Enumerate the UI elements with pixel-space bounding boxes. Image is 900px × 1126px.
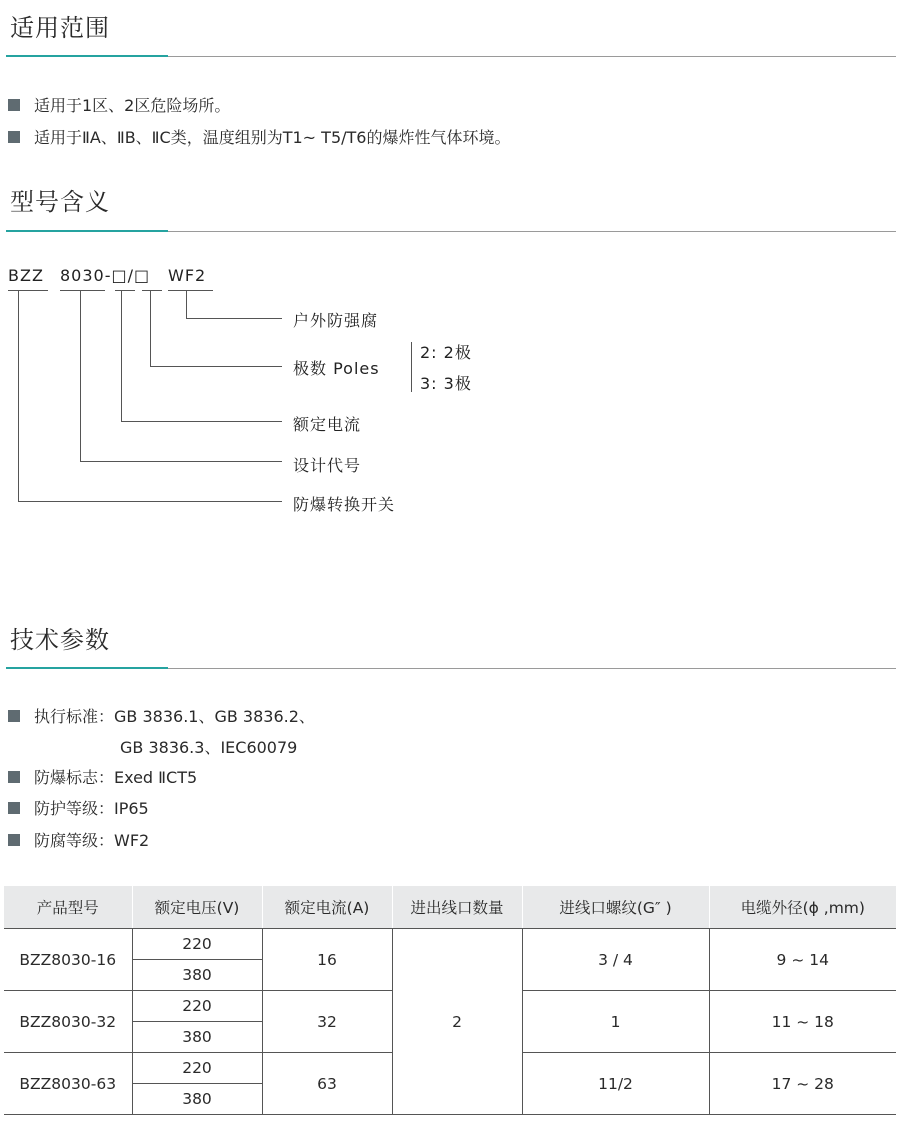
cell-model: BZZ8030-16: [4, 929, 132, 991]
connector-line: [80, 461, 282, 462]
parameters-table: [4, 886, 896, 1115]
connector-line: [18, 290, 19, 501]
table-header-row: [4, 886, 896, 929]
cell-cable: 9 ~ 14: [709, 929, 896, 991]
label-poles-option: 2: 2极: [420, 343, 472, 362]
connector-line: [121, 421, 282, 422]
code-underline: [60, 290, 105, 291]
square-bullet-icon: [8, 771, 20, 783]
section-title-scope: 适用范围: [10, 14, 110, 42]
label-rated-current: 额定电流: [293, 415, 362, 434]
code-underline: [8, 290, 48, 291]
standard-value: GB 3836.1、GB 3836.2、: [114, 707, 315, 726]
list-item-text: 防护等级：IP65: [34, 799, 149, 818]
accent-divider: [6, 55, 168, 57]
cell-current: 16: [262, 929, 392, 991]
cell-model: BZZ8030-32: [4, 991, 132, 1053]
column-header: 额定电压(V): [132, 886, 262, 929]
cell-model: BZZ8030-63: [4, 1053, 132, 1115]
standard-value-continued: GB 3836.3、IEC60079: [120, 738, 298, 757]
column-header: 进出线口数量: [392, 886, 522, 929]
connector-line: [80, 290, 81, 461]
square-bullet-icon: [8, 99, 20, 111]
cell-cable: 17 ~ 28: [709, 1053, 896, 1115]
table-row: [4, 929, 896, 960]
connector-line: [186, 318, 282, 319]
code-prefix: BZZ: [8, 266, 44, 285]
label-anticorrosion: 户外防强腐: [293, 311, 379, 330]
connector-line: [121, 290, 122, 421]
code-number: 8030-□/□: [60, 266, 151, 285]
list-item: [8, 93, 230, 116]
code-suffix: WF2: [168, 266, 207, 285]
connector-line: [150, 290, 151, 366]
section-title-model: 型号含义: [10, 188, 110, 216]
label-design-code: 设计代号: [293, 456, 362, 475]
cell-current: 63: [262, 1053, 392, 1115]
list-item: [8, 704, 315, 727]
accent-divider: [6, 667, 168, 669]
cell-voltage: 220: [132, 1053, 262, 1084]
cell-voltage: 380: [132, 1084, 262, 1115]
square-bullet-icon: [8, 834, 20, 846]
cell-current: 32: [262, 991, 392, 1053]
cell-entries: 2: [392, 929, 522, 1115]
cell-voltage: 220: [132, 991, 262, 1022]
cell-cable: 11 ~ 18: [709, 991, 896, 1053]
cell-voltage: 380: [132, 960, 262, 991]
connector-line: [150, 366, 282, 367]
code-underline: [115, 290, 135, 291]
label-switch: 防爆转换开关: [293, 495, 396, 514]
column-header: 产品型号: [4, 886, 132, 929]
connector-line: [18, 501, 282, 502]
square-bullet-icon: [8, 131, 20, 143]
label-poles: 极数 Poles: [293, 359, 380, 378]
label-poles-option: 3: 3极: [420, 374, 472, 393]
accent-divider: [6, 230, 168, 232]
cell-thread: 1: [522, 991, 709, 1053]
cell-voltage: 380: [132, 1022, 262, 1053]
code-underline: [142, 290, 162, 291]
list-item: [8, 765, 197, 788]
section-title-tech: 技术参数: [10, 626, 110, 654]
list-item-text: 适用于ⅡA、ⅡB、ⅡC类，温度组别为T1~ T5/T6的爆炸性气体环境。: [34, 128, 511, 147]
column-header: 额定电流(A): [262, 886, 392, 929]
list-item-text: 适用于1区、2区危险场所。: [34, 96, 231, 115]
list-item: [8, 125, 510, 148]
cell-thread: 11/2: [522, 1053, 709, 1115]
divider: [168, 56, 896, 57]
list-item-text: 防腐等级：WF2: [34, 831, 150, 850]
cell-thread: 3 / 4: [522, 929, 709, 991]
divider: [168, 231, 896, 232]
column-header: 进线口螺纹(G″ ): [522, 886, 709, 929]
list-item: [8, 828, 149, 851]
bracket-line: [411, 342, 412, 392]
connector-line: [186, 290, 187, 318]
column-header: 电缆外径(ϕ ,mm): [709, 886, 896, 929]
square-bullet-icon: [8, 710, 20, 722]
divider: [168, 668, 896, 669]
standard-label: 执行标准：: [34, 707, 115, 726]
cell-voltage: 220: [132, 929, 262, 960]
list-item-text: 防爆标志：Exed ⅡCT5: [34, 768, 198, 787]
model-code-diagram: [0, 260, 500, 520]
square-bullet-icon: [8, 802, 20, 814]
list-item: [8, 796, 149, 819]
code-underline: [168, 290, 213, 291]
